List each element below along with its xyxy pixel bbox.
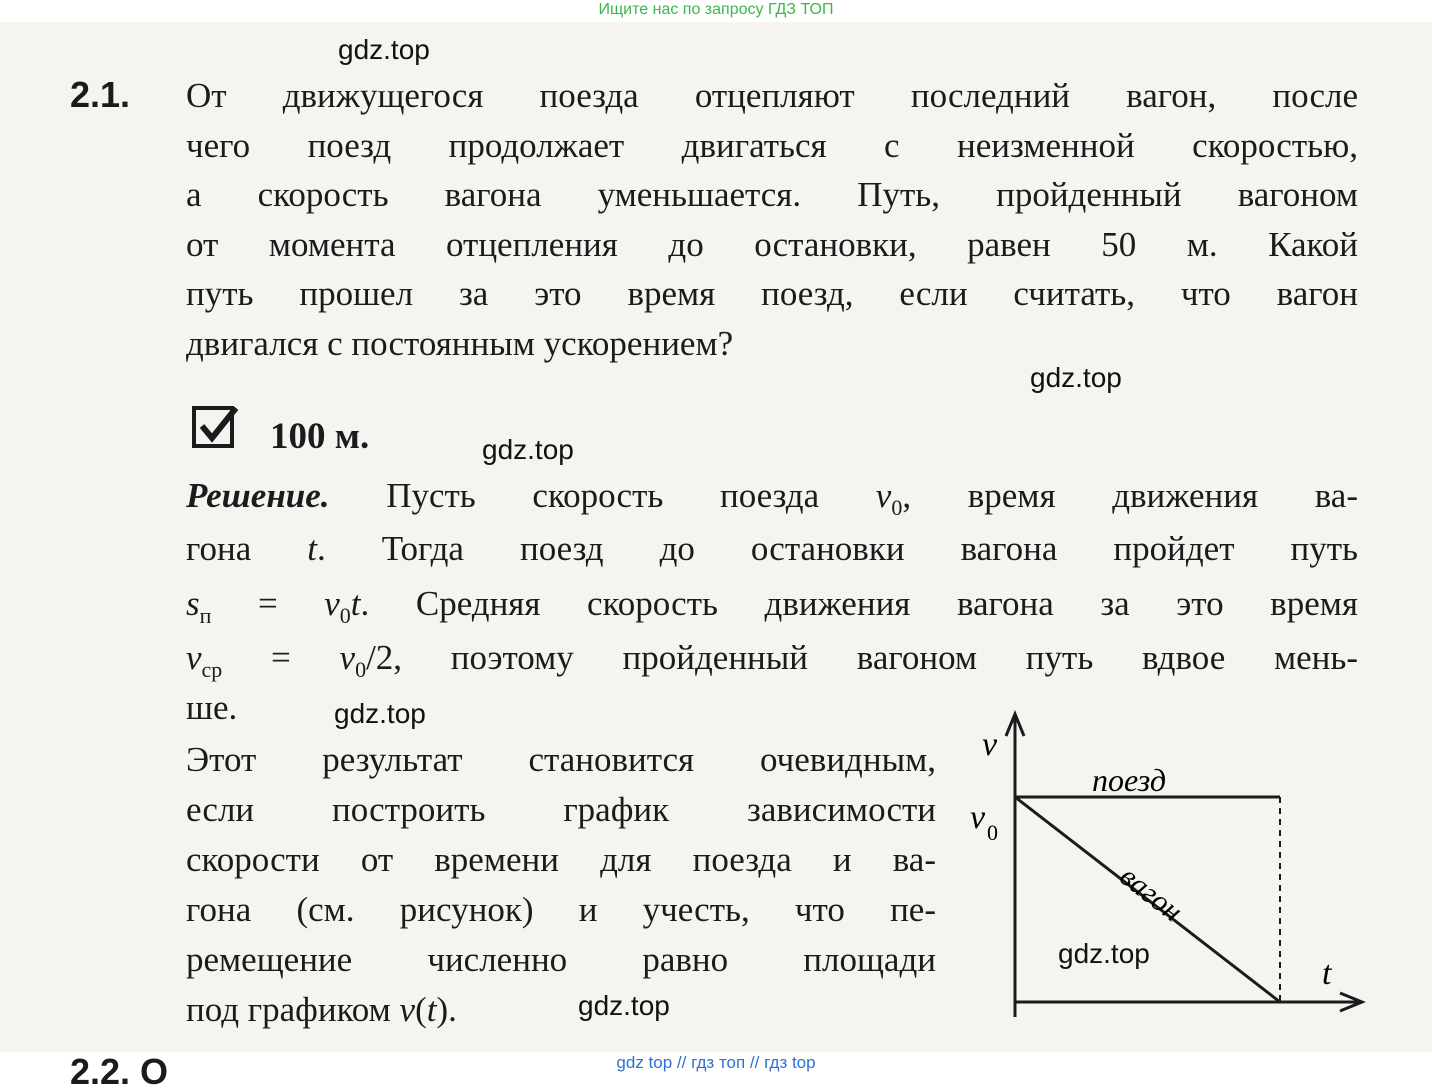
solution-line: гона t. Тогда поезд до остановки вагона пройдет путь	[186, 529, 1359, 568]
solution-line: Решение. Пусть скорость поезда $v_0$, время движения ва-	[186, 476, 1358, 520]
explanation-text: под графиком	[186, 990, 391, 1029]
watermark: gdz.top	[578, 990, 670, 1021]
watermark: gdz.top	[482, 434, 574, 465]
answer: 100 м.	[270, 416, 370, 457]
problem-line: От движущегося поезда отцепляют последний вагон, после	[186, 76, 1358, 115]
top-banner: Ищите нас по запросу ГДЗ ТОП	[598, 1, 834, 18]
solution-line: $s_п = v_0t$. Средняя скорость движения вагона за это время	[186, 584, 1358, 628]
explanation-line: гона (см. рисунок) и учесть, что пе-	[186, 890, 936, 929]
solution-text: поэтому пройденный вагоном путь вдвое мень-	[450, 638, 1358, 677]
v0-label: v	[970, 799, 986, 836]
velocity-time-graph	[960, 712, 1380, 1042]
explanation-line: если построить график зависимости	[186, 790, 936, 829]
explanation-line: ремещение численно равно площади	[186, 940, 936, 979]
y-axis-label: v	[982, 726, 998, 763]
problem-line: а скорость вагона уменьшается. Путь, пройденный вагоном	[186, 175, 1358, 214]
bottom-banner: gdz top // гдз топ // гдз top	[616, 1053, 816, 1072]
solution-text: Пусть скорость поезда	[386, 476, 820, 515]
solution-text: гона	[186, 529, 252, 568]
explanation-line: скорости от времени для поезда и ва-	[186, 840, 936, 879]
watermark: gdz.top	[1030, 362, 1122, 393]
solution-text: Средняя скорость движения вагона за это время	[415, 584, 1358, 623]
wagon-label: вагон	[1113, 859, 1189, 929]
problem-line: чего поезд продолжает двигаться с неизменной скоростью,	[186, 126, 1358, 165]
train-label: поезд	[1092, 762, 1167, 798]
solution-text: Тогда поезд до остановки вагона пройдет путь	[381, 529, 1359, 568]
solution-line: ше.	[186, 688, 238, 727]
explanation-line: Этот результат становится очевидным,	[186, 740, 936, 779]
watermark: gdz.top	[1058, 938, 1150, 969]
explanation-line: под графиком v(t).	[186, 990, 457, 1029]
problem-line: путь прошел за это время поезд, если считать, что вагон	[186, 274, 1358, 313]
x-axis-label: t	[1322, 955, 1332, 992]
problem-number: 2.1.	[70, 74, 131, 115]
solution-line: $v_{ср} = v_0/2$, поэтому пройденный вагоном путь вдвое мень-	[186, 638, 1358, 682]
watermark: gdz.top	[338, 34, 430, 65]
v0-subscript: 0	[987, 820, 998, 845]
solution-label: Решение.	[186, 476, 330, 515]
next-problem-cut: 2.2. О	[70, 1051, 169, 1092]
watermark: gdz.top	[334, 698, 426, 729]
problem-line: двигался с постоянным ускорением?	[186, 324, 734, 363]
solution-text: время движения ва-	[967, 476, 1358, 515]
problem-line: от момента отцепления до остановки, равен 50 м. Какой	[186, 225, 1358, 264]
answer-check-icon	[192, 406, 234, 448]
